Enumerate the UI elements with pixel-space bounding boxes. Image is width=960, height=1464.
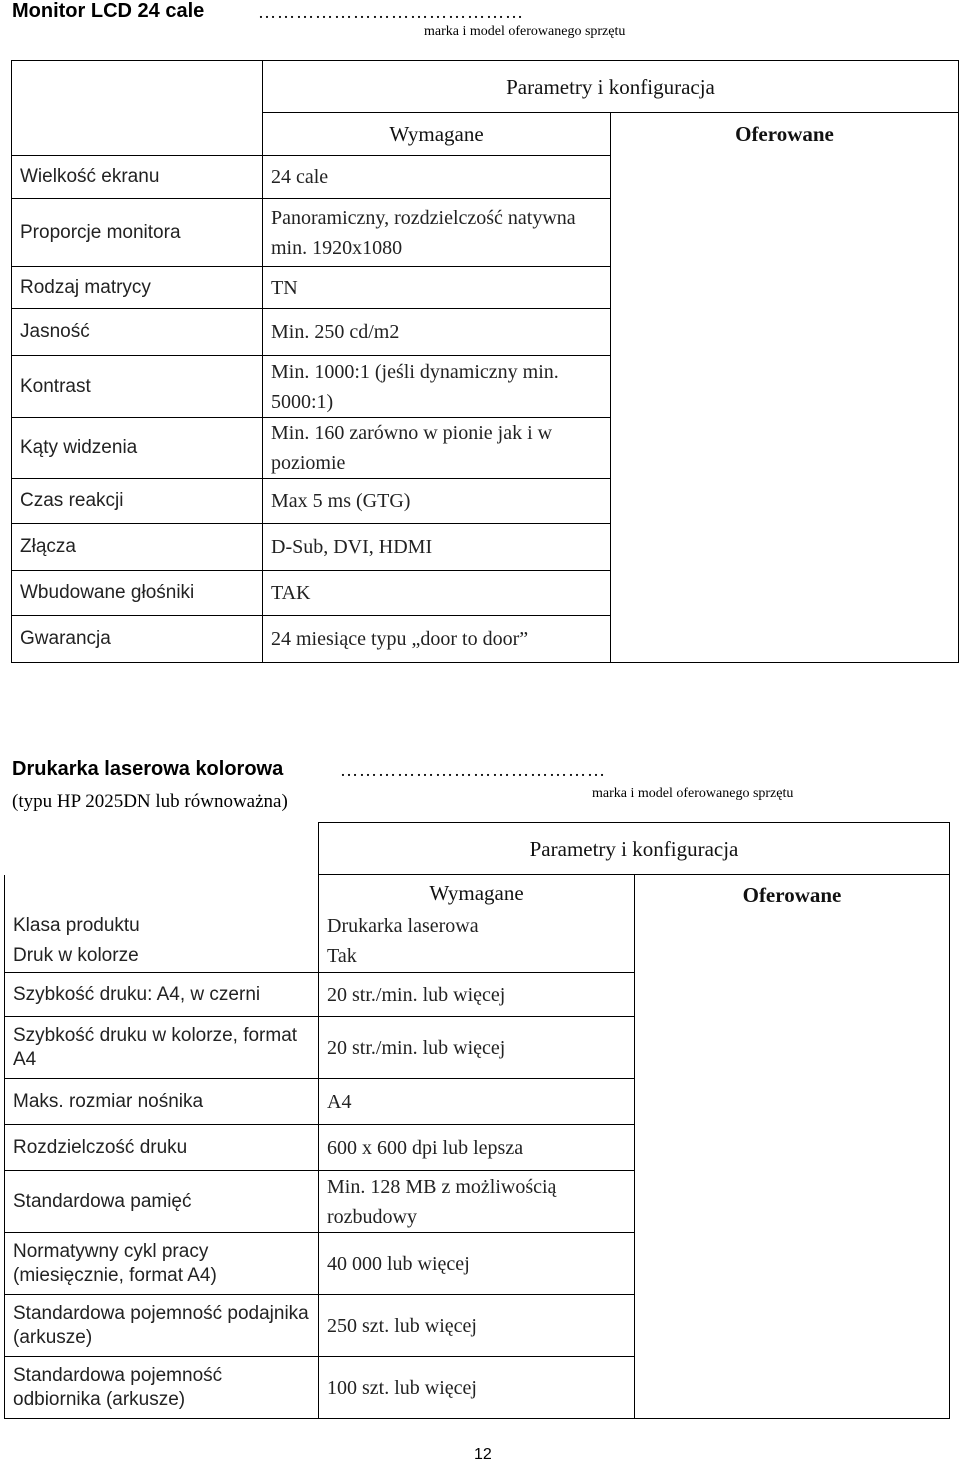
monitor-header-offered: Oferowane <box>611 113 959 663</box>
monitor-row-label: Proporcje monitora <box>12 199 263 267</box>
monitor-row-value: Panoramiczny, rozdzielczość natywna min. 1920x1080 <box>263 199 611 267</box>
printer-row-value: Drukarka laserowa <box>319 911 635 941</box>
monitor-row-value: Min. 160 zarówno w pionie jak i w poziomie <box>263 418 611 479</box>
monitor-row-label: Czas reakcji <box>12 479 263 524</box>
monitor-brand-caption: marka i model oferowanego sprzętu <box>424 24 626 39</box>
printer-row-value: 40 000 lub więcej <box>319 1233 635 1295</box>
printer-row-label: Szybkość druku w kolorze, format A4 <box>5 1017 319 1079</box>
monitor-row-value: Max 5 ms (GTG) <box>263 479 611 524</box>
printer-brand-caption: marka i model oferowanego sprzętu <box>592 786 794 801</box>
printer-row-value: 250 szt. lub więcej <box>319 1295 635 1357</box>
monitor-header-blank-2 <box>12 113 263 156</box>
monitor-row-value: 24 miesiące typu „door to door” <box>263 616 611 663</box>
printer-row-label: Rozdzielczość druku <box>5 1125 319 1171</box>
monitor-title: Monitor LCD 24 cale <box>12 0 205 22</box>
printer-row-label: Maks. rozmiar nośnika <box>5 1079 319 1125</box>
printer-row-value: 20 str./min. lub więcej <box>319 1017 635 1079</box>
monitor-row-value: Min. 1000:1 (jeśli dynamiczny min. 5000:1) <box>263 356 611 418</box>
printer-row-label: Klasa produktu <box>5 911 319 941</box>
monitor-row-label: Złącza <box>12 524 263 571</box>
printer-row-value: A4 <box>319 1079 635 1125</box>
printer-row-value: 600 x 600 dpi lub lepsza <box>319 1125 635 1171</box>
monitor-header-blank <box>12 61 263 113</box>
monitor-header-params: Parametry i konfiguracja <box>263 61 959 113</box>
monitor-row-value: TAK <box>263 571 611 616</box>
printer-header-offered: Oferowane <box>635 875 950 1419</box>
printer-row-value: Min. 128 MB z możliwością rozbudowy <box>319 1171 635 1233</box>
printer-row-label: Standardowa pamięć <box>5 1171 319 1233</box>
monitor-row-label: Wbudowane głośniki <box>12 571 263 616</box>
printer-row-value: 100 szt. lub więcej <box>319 1357 635 1419</box>
monitor-brand-dots: …………………………………… <box>258 2 524 22</box>
monitor-row-value: 24 cale <box>263 156 611 199</box>
monitor-row-value: TN <box>263 267 611 309</box>
printer-header-blank <box>5 823 319 875</box>
monitor-row-label: Kąty widzenia <box>12 418 263 479</box>
printer-row-label: Szybkość druku: A4, w czerni <box>5 973 319 1017</box>
printer-spec-table <box>4 822 950 1419</box>
monitor-row-label: Gwarancja <box>12 616 263 663</box>
monitor-row-label: Rodzaj matrycy <box>12 267 263 309</box>
monitor-header-required: Wymagane <box>263 113 611 156</box>
monitor-row-label: Kontrast <box>12 356 263 418</box>
printer-row-label: Druk w kolorze <box>5 941 319 973</box>
monitor-row-value: D-Sub, DVI, HDMI <box>263 524 611 571</box>
printer-row-value: Tak <box>319 941 635 973</box>
printer-brand-dots: …………………………………… <box>340 760 606 780</box>
printer-row-label: Standardowa pojemność odbiornika (arkusze) <box>5 1357 319 1419</box>
printer-row-value: 20 str./min. lub więcej <box>319 973 635 1017</box>
printer-row-label: Standardowa pojemność podajnika (arkusze) <box>5 1295 319 1357</box>
printer-header-params: Parametry i konfiguracja <box>319 823 950 875</box>
printer-title: Drukarka laserowa kolorowa <box>12 758 284 780</box>
monitor-spec-table <box>11 60 959 663</box>
printer-row-label: Normatywny cykl pracy (miesięcznie, format A4) <box>5 1233 319 1295</box>
printer-subtitle: (typu HP 2025DN lub równoważna) <box>12 791 288 812</box>
monitor-row-value: Min. 250 cd/m2 <box>263 309 611 356</box>
monitor-row-label: Wielkość ekranu <box>12 156 263 199</box>
page-number: 12 <box>474 1446 492 1463</box>
printer-header-required: Wymagane <box>319 875 635 911</box>
monitor-row-label: Jasność <box>12 309 263 356</box>
printer-header-blank-2 <box>5 875 319 911</box>
